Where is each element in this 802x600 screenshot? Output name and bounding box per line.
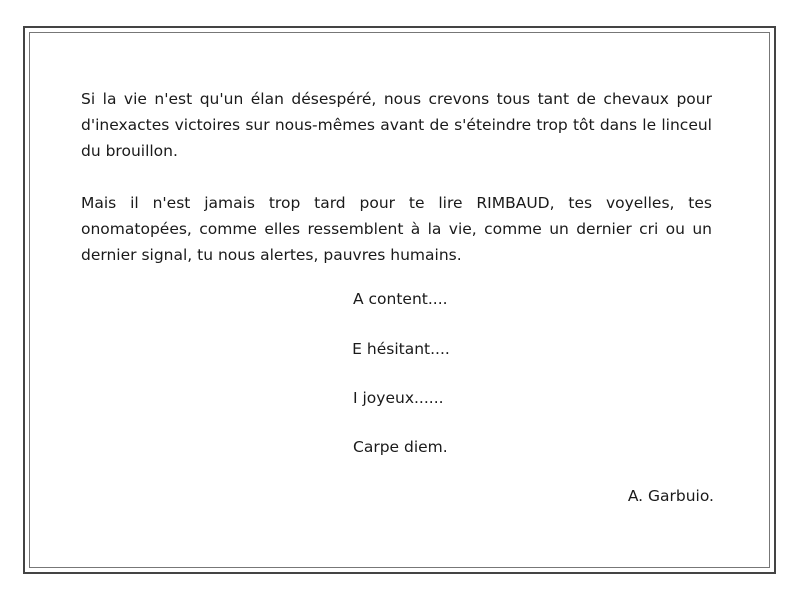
paragraph-1: Si la vie n'est qu'un élan désespéré, nous crevons tous tant de chevaux pour d'inexactes victoires sur nous-mêmes avant de s'éteindre trop tôt dans le linceul du brouillon. <box>81 90 712 160</box>
verse-line-2-text: E hésitant.... <box>352 340 450 358</box>
verse-line-4 <box>0 434 802 460</box>
verse-line-1 <box>0 286 802 312</box>
verse-line-2 <box>0 336 802 362</box>
verse-line-4-text: Carpe diem. <box>353 438 448 456</box>
verse-line-3 <box>0 385 802 411</box>
paragraph-2: Mais il n'est jamais trop tard pour te lire RIMBAUD, tes voyelles, tes onomatopées, comme elles ressemblent à la vie, comme un dernier cri ou un dernier signal, tu nous alertes, pauvres humains. <box>81 194 712 264</box>
verse-line-1-text: A content.... <box>353 290 448 308</box>
signature: A. Garbuio. <box>627 487 714 505</box>
text-body <box>81 86 712 268</box>
verse-line-3-text: I joyeux...... <box>353 389 444 407</box>
